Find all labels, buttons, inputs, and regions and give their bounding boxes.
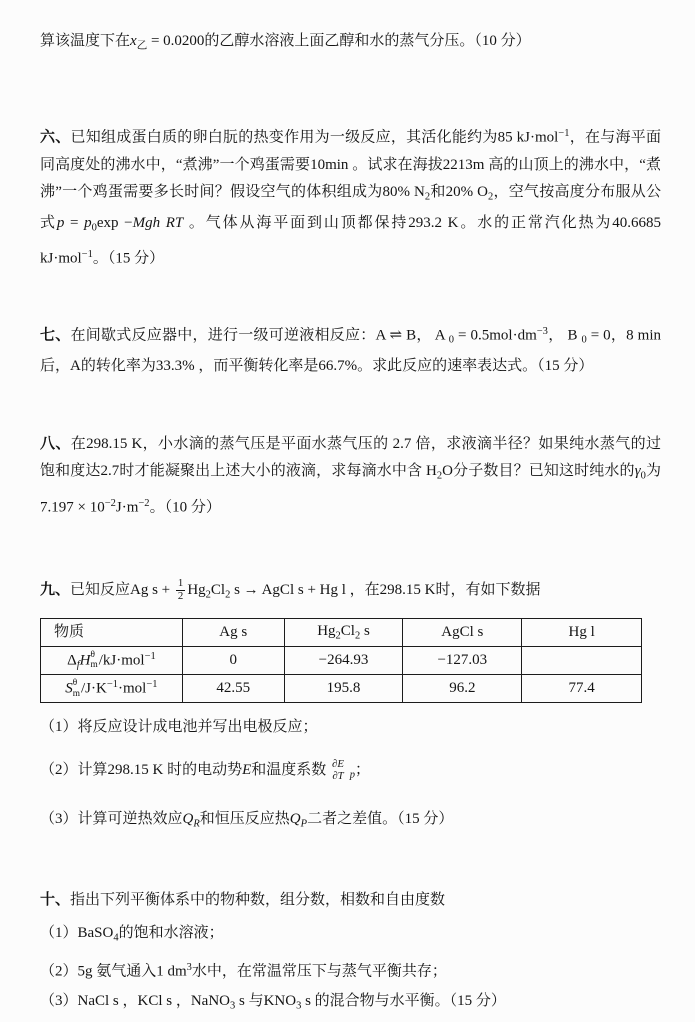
question-10-item-2: （2）5g 氨气通入1 $dm^3$水中，在常温常压下与蒸气平衡共存； <box>40 962 447 980</box>
question-9-item-1: （1）将反应设计成电池并写出电极反应； <box>40 719 318 736</box>
question-10-item-3: （3）NaCl s ，KCl s ，NaNO$_3$ s 与$KNO_3$ s 的混合物与水平衡。（15 分） <box>40 993 506 1012</box>
question-9-item-2: （2）计算298.15 K 时的电动势E和温度系数 ∂E ∂T $_p$； <box>40 757 370 782</box>
table-header-row <box>41 619 642 647</box>
table-row-enthalpy <box>41 647 642 675</box>
enthalpy-hg <box>522 647 642 675</box>
row-label-enthalpy: $\Delta_fH$ θ m /kJ·mol$^{-1}$ <box>41 647 183 675</box>
question-7-text: 七、在间歇式反应器中，进行一级可逆液相反应：A ⇌ B， A $_0 = 0.5mol\cdot dm^{-3}$， B $_0$ = 0，8 min 后，A的转化率为33.3% ，而平衡转化率是66.7%。求此反应的速率表达式。（15 分） <box>40 325 661 375</box>
entropy-hg2cl2: 195.8 <box>284 675 403 703</box>
entropy-hg: 77.4 <box>522 675 642 703</box>
thermodynamic-data-table <box>40 618 642 703</box>
table-header-agcl: AgCl s <box>403 619 522 647</box>
question-5-continuation-text: 算该温度下在$x_乙 = 0.0200$的乙醇水溶液上面乙醇和水的蒸气分压。（10 分） <box>40 33 531 52</box>
table-header-ag: Ag s <box>182 619 284 647</box>
question-10-item-1: （1）BaSO$_4$的饱和水溶液； <box>40 924 224 944</box>
table-header-hg2cl2: $Hg_2Cl_2$ s <box>284 619 403 647</box>
table-header-substance: 物质 <box>41 619 183 647</box>
enthalpy-hg2cl2: −264.93 <box>284 647 403 675</box>
entropy-ag: 42.55 <box>182 675 284 703</box>
question-9-intro-text: 九、已知反应Ag s + $\frac{1}{2}$ $Hg_2Cl_2$ s → AgCl s + Hg l ，在298.15 K时，有如下数据 <box>40 576 541 602</box>
row-label-entropy: S θ m $/J\cdot K^{-1}\cdot mol^{-1}$ <box>41 675 183 703</box>
question-10-title: 十、指出下列平衡体系中的物种数，组分数，相数和自由度数 <box>40 891 446 908</box>
question-9-item-3: （3）计算可逆热效应$Q_R$和恒压反应热$Q_P$二者之差值。（15 分） <box>40 810 454 829</box>
table-row-entropy <box>41 675 642 703</box>
enthalpy-agcl: −127.03 <box>403 647 522 675</box>
enthalpy-ag: 0 <box>182 647 284 675</box>
table-header-hg: Hg l <box>522 619 642 647</box>
entropy-agcl: 96.2 <box>403 675 522 703</box>
question-6-text: 六、已知组成蛋白质的卵白朊的热变作用为一级反应，其活化能约为85 kJ·mol$^{-1}$，在与海平面同高度处的沸水中，“煮沸”一个鸡蛋需要10min 。试求在海拔2213m 高的山顶上的沸水中，“煮沸”一个鸡蛋需要多长时间？假设空气的体积组成为80% $N_2$和20% $O_2$，空气按高度分布服从公式$p = p_0\exp -Mgh$ RT 。气体从海平面到山顶都保持293.2 K。水的正常汽化热为40.6685 kJ·mol$^{-1}$。（15 分） <box>40 128 661 267</box>
question-8-text: 八、在298.15 K，小水滴的蒸气压是平面水蒸气压的 2.7 倍，求液滴半径？如果纯水蒸气的过饱和度达2.7时才能凝聚出上述大小的液滴，求每滴水中含 $H_2O$分子数目？已知这时纯水的$\gamma_0$为$7.197 \times 10^{-2}J\cdot m^{-2}$。（10 分） <box>40 436 661 515</box>
